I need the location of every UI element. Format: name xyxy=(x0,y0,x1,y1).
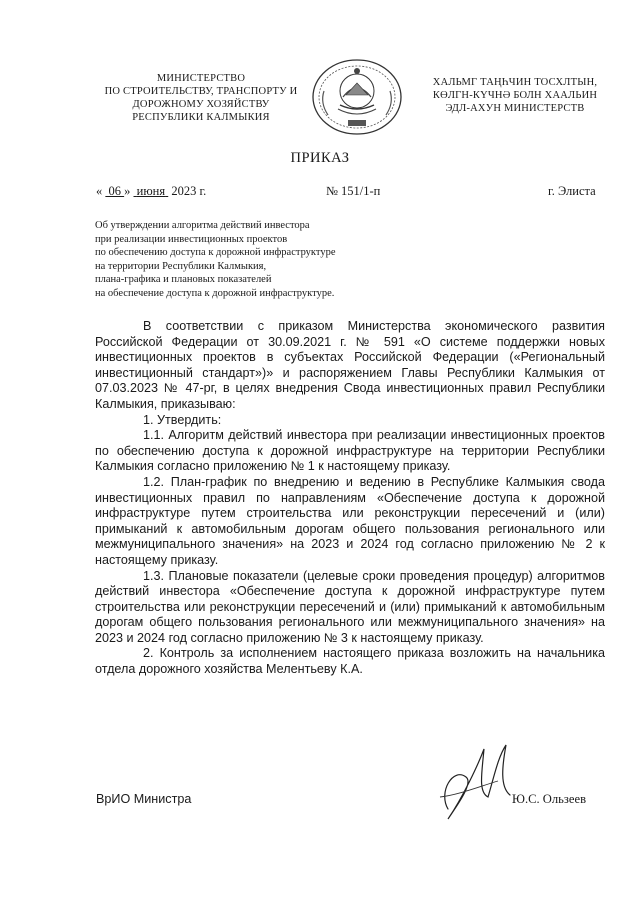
preamble-paragraph: В соответствии с приказом Министерства экономического развития Российской Федерации от 30.09.2021 г. № 591 «О системе поддержки новых инвестиционных проектов в субъектах Российской Федерации («Региональный инвестиционный стандарт»)» и распоряжением Главы Республики Калмыкия от 07.03.2023 № 47-рг, в целях внедрения Свода инвестиционных правил Республики Калмыкия, приказываю: xyxy=(95,319,605,411)
document-subject xyxy=(95,219,336,300)
subject-line: на обеспечение доступа к дорожной инфраструктуре. xyxy=(95,287,335,299)
date-open-quote: « xyxy=(96,184,103,198)
ministry-name-kalmyk xyxy=(410,76,620,115)
date-day-value: 06 xyxy=(108,184,121,198)
document-body xyxy=(95,319,605,678)
document-title: ПРИКАЗ xyxy=(290,150,350,166)
header-left-line: РЕСПУБЛИКИ КАЛМЫКИЯ xyxy=(132,112,270,123)
date-month-value: июня xyxy=(136,184,166,198)
item-1-1: 1.1. Алгоритм действий инвестора при реализации инвестиционных проектов по обеспечению доступа к дорожной инфраструктуре на территории Республики Калмыкия согласно приложению № 1 к настоящему приказу. xyxy=(95,428,605,474)
signatory-name: Ю.С. Ользеев xyxy=(512,792,587,806)
emblem-of-kalmykia-icon xyxy=(310,57,404,137)
item-2: 2. Контроль за исполнением настоящего приказа возложить на начальника отдела дорожного хозяйства Мелентьеву К.А. xyxy=(95,646,605,677)
document-place: г. Элиста xyxy=(548,184,596,198)
handwritten-signature-icon xyxy=(418,737,528,827)
subject-line: плана-графика и плановых показателей xyxy=(95,274,272,285)
header-left-line: МИНИСТЕРСТВО xyxy=(156,73,246,84)
header-left-line: ДОРОЖНОМУ ХОЗЯЙСТВУ xyxy=(132,99,270,110)
subject-line: на территории Республики Калмыкия, xyxy=(95,260,267,272)
date-close-quote: » xyxy=(124,184,131,198)
item-1-3: 1.3. Плановые показатели (целевые сроки проведения процедур) алгоритмов действий инвестора «Обеспечение доступа к дорожной инфраструктуре путем строительства или реконструкции пересечений и (или) примыканий к автомобильным дорогам общего пользования регионального или межмуниципального значения» на 2023 и 2024 год согласно приложению № 3 к настоящему приказу. xyxy=(95,568,605,645)
subject-line: Об утверждении алгоритма действий инвестора xyxy=(95,220,310,231)
subject-line: при реализации инвестиционных проектов xyxy=(95,233,288,245)
item-1: 1. Утвердить: xyxy=(143,412,222,427)
date-year: 2023 г. xyxy=(171,184,207,198)
header-right-line: КӨЛГН-КҮЧНӘ БОЛН ХААЛЬИН xyxy=(432,90,598,101)
signatory-role: ВрИО Министра xyxy=(96,792,192,806)
date-month xyxy=(134,184,169,198)
document-date xyxy=(96,184,206,199)
date-day xyxy=(105,184,124,198)
item-1-2: 1.2. План-график по внедрению и ведению в Республике Калмыкия свода инвестиционных правил по направлениям «Обеспечение доступа к дорожной инфраструктуре путем строительства или реконструкции пересечений и (или) примыканий к автомобильным дорогам общего пользования регионального или межмуниципального значения» на 2023 и 2024 год согласно приложению № 2 к настоящему приказу. xyxy=(95,474,605,567)
header-right-line: ЭДЛ-АХУН МИНИСТЕРСТВ xyxy=(445,103,585,114)
document-number: № 151/1-п xyxy=(326,184,381,198)
header-left-line: ПО СТРОИТЕЛЬСТВУ, ТРАНСПОРТУ И xyxy=(104,86,298,97)
header-right-line: ХАЛЬМГ ТАҢҺЧИН ТОСХЛТЫН, xyxy=(432,77,598,88)
subject-line: по обеспечению доступа к дорожной инфраструктуре xyxy=(95,247,336,258)
ministry-name-russian xyxy=(96,72,306,124)
